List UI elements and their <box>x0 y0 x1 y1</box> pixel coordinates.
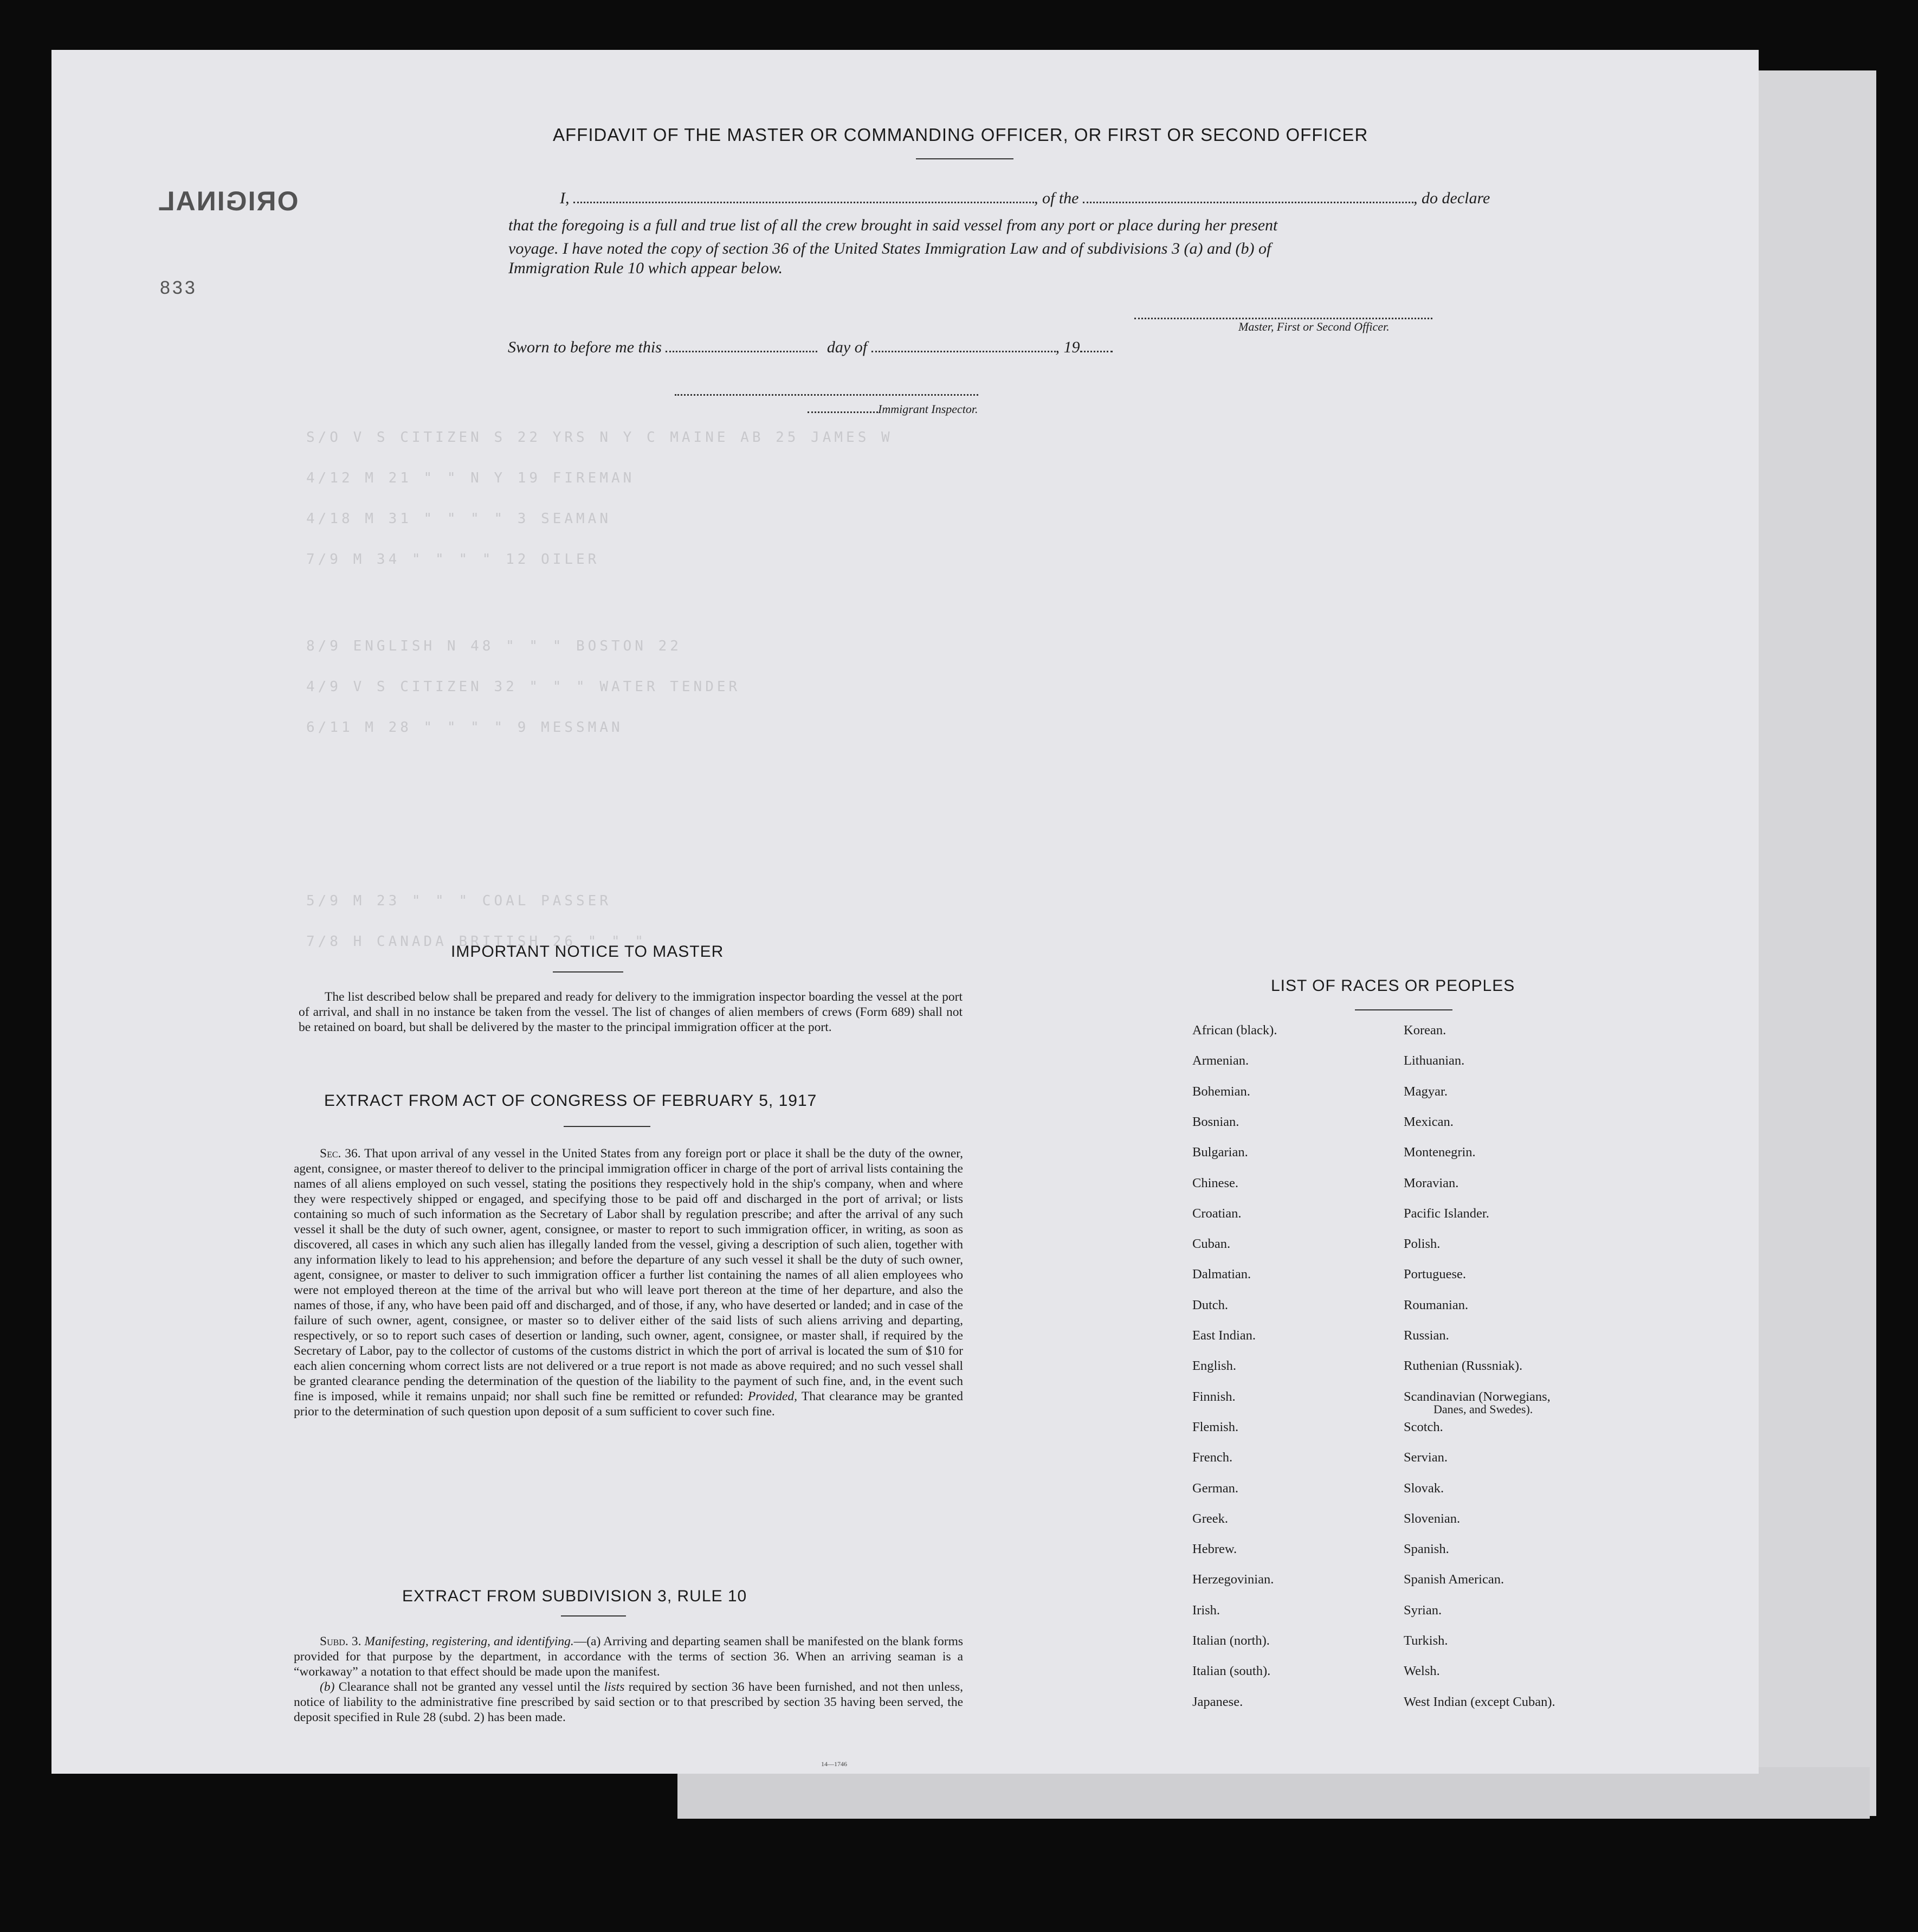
race-item: Pacific Islander. <box>1404 1206 1489 1221</box>
day-of-text: day of <box>826 338 868 356</box>
bleed-through-text: 8/9 ENGLISH N 48 " " " BOSTON 22 <box>306 638 682 654</box>
race-item: Moravian. <box>1404 1175 1459 1190</box>
race-item: Italian (south). <box>1192 1664 1271 1679</box>
races-rule <box>1355 1009 1452 1010</box>
inspector-label: Immigrant Inspector. <box>878 402 978 416</box>
bleed-through-text: S/O V S CITIZEN S 22 YRS N Y C MAINE AB 25 JAMES W <box>306 429 893 446</box>
race-item: Bulgarian. <box>1192 1145 1248 1160</box>
race-item: African (black). <box>1192 1023 1277 1038</box>
affidavit-line-1 <box>508 188 1527 209</box>
inspector-signature-blank <box>675 393 978 396</box>
rule10-para-a: —(a) Arriving and departing seamen shall be manifested on the blank forms provided for that purpose by the department, in accordance with the terms of section 36. When an arriving seaman is a “workaway” a notation to that effect should be made upon the manifest. <box>294 1634 963 1679</box>
race-item: Spanish. <box>1404 1542 1449 1557</box>
race-item: Ruthenian (Russniak). <box>1404 1358 1523 1374</box>
act-text <box>294 1146 963 1419</box>
affidavit-declare: , do declare <box>1413 189 1490 207</box>
race-item: Mexican. <box>1404 1114 1454 1129</box>
race-item: Bosnian. <box>1192 1114 1239 1129</box>
month-blank <box>871 350 1056 352</box>
rule10-title: EXTRACT FROM SUBDIVISION 3, RULE 10 <box>402 1587 747 1605</box>
bleed-through-text: 7/8 H CANADA BRITISH 26 " " " <box>306 933 647 950</box>
notice-title: IMPORTANT NOTICE TO MASTER <box>451 943 724 961</box>
race-item: Magyar. <box>1404 1084 1448 1099</box>
rule10-para-b-2: required by section 36 have been furnished, and not then unless, notice of liability to the administrative fine prescribed by said section or to that prescribed by section 35 having been served, the deposit specified in Rule 28 (subd. 2) has been made. <box>294 1680 964 1724</box>
bleed-through-text: 5/9 M 23 " " " COAL PASSER <box>306 893 611 909</box>
master-label: Master, First or Second Officer. <box>1238 320 1390 333</box>
race-item: Lithuanian. <box>1404 1053 1465 1068</box>
year-blank <box>1080 350 1113 352</box>
race-item: German. <box>1192 1480 1239 1496</box>
race-item: Herzegovinian. <box>1192 1572 1274 1587</box>
inspector-leader <box>808 410 878 413</box>
affidavit-line-2: that the foregoing is a full and true list of all the crew brought in said vessel from any port or place during her present <box>508 216 1278 234</box>
race-item: Italian (north). <box>1192 1633 1270 1648</box>
race-item: Finnish. <box>1192 1389 1236 1404</box>
affidavit-line-3: voyage. I have noted the copy of section 36 of the United States Immigration Law and of subdivisions 3 (a) and (b) of <box>508 240 1271 257</box>
sworn-line <box>508 338 1113 357</box>
affidavit-line-4: Immigration Rule 10 which appear below. <box>508 259 783 277</box>
race-item: French. <box>1192 1450 1233 1465</box>
bleed-through-text: 7/9 M 34 " " " " 12 OILER <box>306 551 600 568</box>
race-item: Cuban. <box>1192 1237 1231 1252</box>
day-blank <box>666 350 817 352</box>
act-section-label: Sec. 36. <box>320 1147 361 1161</box>
race-item: Flemish. <box>1192 1419 1239 1434</box>
rule10-text <box>294 1634 963 1725</box>
race-item: Scotch. <box>1404 1419 1443 1434</box>
race-item: Japanese. <box>1192 1694 1243 1709</box>
race-item: Greek. <box>1192 1511 1228 1526</box>
race-item: English. <box>1192 1358 1236 1374</box>
sworn-text: Sworn to before me this <box>508 338 662 356</box>
race-item-continuation: Danes, and Swedes). <box>1433 1402 1533 1416</box>
affidavit-title: AFFIDAVIT OF THE MASTER OR COMMANDING OFFICER, OR FIRST OR SECOND OFFICER <box>553 125 1368 145</box>
race-item: Chinese. <box>1192 1175 1239 1190</box>
bleed-through-text: 4/18 M 31 " " " " 3 SEAMAN <box>306 511 611 527</box>
races-title: LIST OF RACES OR PEOPLES <box>1271 977 1515 995</box>
race-item: Dutch. <box>1192 1297 1228 1312</box>
race-item: Russian. <box>1404 1328 1449 1343</box>
manifest-page <box>51 50 1759 1774</box>
race-item: Turkish. <box>1404 1633 1448 1648</box>
race-item: Korean. <box>1404 1023 1446 1038</box>
vessel-blank <box>1083 201 1413 203</box>
race-item: West Indian (except Cuban). <box>1404 1694 1555 1709</box>
affidavit-of-the: , of the <box>1034 189 1079 207</box>
notice-rule <box>553 971 623 973</box>
rule10-subd-label: Subd. 3. <box>320 1634 361 1648</box>
race-item: Slovenian. <box>1404 1511 1461 1526</box>
race-item: Scandinavian (Norwegians, <box>1404 1389 1551 1404</box>
race-item: Dalmatian. <box>1192 1267 1251 1282</box>
race-item: East Indian. <box>1192 1328 1256 1343</box>
race-item: Servian. <box>1404 1450 1448 1465</box>
rule10-para-b-1: Clearance shall not be granted any vessel until the <box>338 1680 600 1694</box>
bleed-through-text: 4/12 M 21 " " N Y 19 FIREMAN <box>306 470 635 486</box>
notice-paragraph: The list described below shall be prepared and ready for delivery to the immigration inspector boarding the vessel at the port of arrival, and shall in no instance be taken from the vessel. The list of changes of alien members of crews (Form 689) shall not be retained on board, but shall be delivered by the master to the principal immigration officer at the port. <box>299 990 963 1034</box>
affidavit-i: I, <box>560 189 570 207</box>
original-stamp: ORIGINAL <box>157 186 299 216</box>
act-rule <box>564 1126 650 1127</box>
race-item: Polish. <box>1404 1237 1441 1252</box>
act-section-text: That upon arrival of any vessel in the United States from any foreign port or place it shall be the duty of the owner, agent, consignee, or master thereof to deliver to the principal immigration officer in charge of the port of arrival lists containing the names of all aliens employed on such vessel, stating the positions they respectively hold in the ship's company, when and where they were respectively shipped or engaged, and specifying those to be paid off and discharged in the port of arrival; or lists containing so much of such information as the Secretary of Labor shall by regulation prescribe; and after the arrival of any such vessel it shall be the duty of such owner, agent, consignee, or master to report to such immigration officer, in writing, as soon as discovered, all cases in which any such alien has illegally landed from the vessel, giving a description of such alien, together with any information likely to lead to his apprehension; and before the departure of any such vessel it shall be the duty of such owner, agent, consignee, or master to deliver to such immigration officer a further list containing the names of all alien employees who were not employed thereon at the time of the arrival but who will leave port thereon at the time of her departure, and also the names of those, if any, who have been paid off and discharged, and of those, if any, who have deserted or landed; and in case of the failure of such owner, agent, consignee, or master so to deliver either of the said lists of such aliens arriving and departing, respectively, or so to report such cases of desertion or landing, such owner, agent, consignee, or master shall, if required by the Secretary of Labor, pay to the collector of customs of the customs district in which the port of arrival is located the sum of $10 for each alien concerning whom correct lists are not delivered or a true report is not made as above required; and no such vessel shall be granted clearance pending the determination of the question of the liability to the payment of such fine, and, in the event such fine is imposed, while it remains unpaid; nor shall such fine be remitted or refunded: <box>294 1147 964 1403</box>
race-item: Portuguese. <box>1404 1267 1466 1282</box>
race-item: Slovak. <box>1404 1480 1444 1496</box>
master-signature-blank <box>1134 317 1432 319</box>
race-item: Armenian. <box>1192 1053 1249 1068</box>
act-proviso-text: That clearance may be granted prior to the determination of such question upon deposit of a sum sufficient to cover such fine. <box>294 1389 964 1419</box>
year-prefix: , 19 <box>1055 338 1080 356</box>
race-item: Bohemian. <box>1192 1084 1250 1099</box>
name-blank <box>573 201 1034 203</box>
race-item: Hebrew. <box>1192 1542 1237 1557</box>
race-item: Roumanian. <box>1404 1297 1469 1312</box>
underlying-sheet-strip <box>677 1767 1870 1819</box>
race-item: Spanish American. <box>1404 1572 1504 1587</box>
rule10-para-b-label: (b) <box>320 1680 335 1694</box>
rule10-para-b-lists: lists <box>604 1680 625 1694</box>
race-item: Montenegrin. <box>1404 1145 1476 1160</box>
inspector-line <box>808 402 978 416</box>
act-proviso-label: Provided, <box>747 1389 798 1403</box>
race-item: Welsh. <box>1404 1664 1440 1679</box>
title-rule <box>916 158 1013 159</box>
bleed-through-text: 4/9 V S CITIZEN 32 " " " WATER TENDER <box>306 679 741 695</box>
rule10-rule <box>561 1615 626 1617</box>
stamp-number: 833 <box>160 278 197 298</box>
race-item: Croatian. <box>1192 1206 1242 1221</box>
form-number: 14—1746 <box>821 1760 847 1768</box>
notice-text <box>299 989 963 1035</box>
act-title: EXTRACT FROM ACT OF CONGRESS OF FEBRUARY 5, 1917 <box>324 1092 817 1110</box>
race-item: Irish. <box>1192 1602 1220 1618</box>
bleed-through-text: 6/11 M 28 " " " " 9 MESSMAN <box>306 719 623 736</box>
rule10-subd-heading: Manifesting, registering, and identifying. <box>364 1634 574 1648</box>
race-item: Syrian. <box>1404 1602 1442 1618</box>
